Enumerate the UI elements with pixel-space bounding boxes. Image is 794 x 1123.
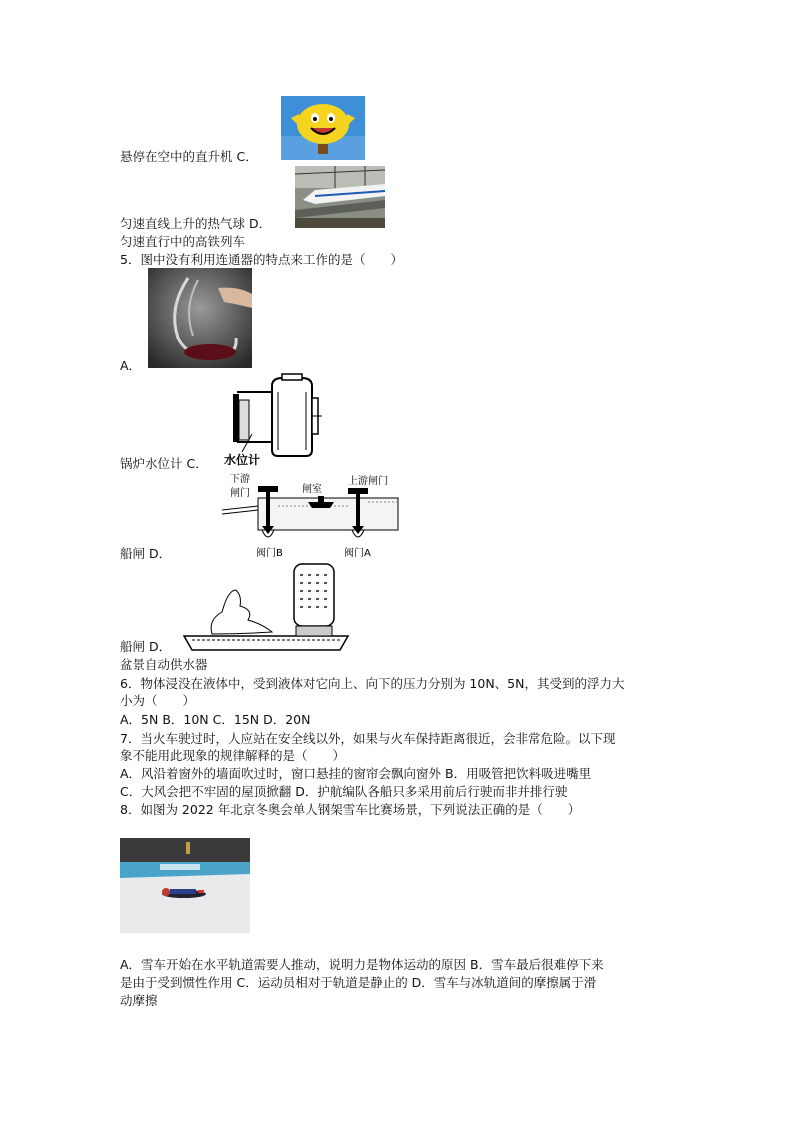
lock-chamber-label: 闸室: [302, 484, 322, 495]
boiler-gauge-label: 水位计: [224, 453, 261, 467]
q7-options-line2: C．大风会把不牢固的屋顶掀翻 D．护航编队各船只多采用前后行驶而非并排行驶: [120, 784, 568, 799]
q5-option-b-caption: 锅炉水位计 C．: [120, 456, 208, 471]
bonsai-water-dispenser-diagram: [182, 560, 352, 652]
q7-options-line1: A．风沿着窗外的墙面吹过时，窗口悬挂的窗帘会飘向窗外 B．用吸管把饮料吸进嘴里: [120, 766, 592, 781]
valve-a-label: 阀门A: [344, 548, 371, 559]
q4-option-b-caption: 悬停在空中的直升机 C．: [120, 149, 258, 164]
downstream-gate-label-1: 下游: [230, 474, 250, 485]
q4-option-c-caption: 匀速直线上升的热气球 D．: [120, 216, 272, 231]
wine-decanter-photo: [148, 268, 252, 368]
upstream-gate-label: 上游闸门: [348, 476, 388, 487]
q7-stem-line1: 7．当火车驶过时，人应站在安全线以外，如果与火车保持距离很近，会非常危险。以下现: [120, 731, 616, 746]
q7-stem-line2: 象不能用此现象的规律解释的是（ ）: [120, 748, 346, 763]
hot-air-balloon-photo: [281, 96, 365, 160]
downstream-gate-label-2: 闸门: [230, 488, 250, 499]
q5-option-d-marker: 船闸 D．: [120, 639, 172, 654]
q5-stem: 5．图中没有利用连通器的特点来工作的是（ ）: [120, 252, 403, 267]
q5-option-a-marker: A．: [120, 358, 142, 373]
q6-stem-line1: 6．物体浸没在液体中，受到液体对它向上、向下的压力分别为 10N、5N，其受到的浮力大: [120, 676, 625, 691]
q8-options-line1: A．雪车开始在水平轨道需要人推动，说明力是物体运动的原因 B．雪车最后很难停下来: [120, 957, 604, 972]
q8-stem: 8．如图为 2022 年北京冬奥会单人钢架雪车比赛场景，下列说法正确的是（ ）: [120, 802, 581, 817]
high-speed-train-photo: [295, 166, 385, 228]
q5-option-d-caption: 盆景自动供水器: [120, 657, 208, 672]
ship-lock-diagram: [222, 470, 400, 560]
boiler-water-gauge-diagram: [222, 372, 324, 468]
q6-stem-line2: 小为（ ）: [120, 693, 196, 708]
q5-option-c-caption: 船闸 D．: [120, 546, 172, 561]
q8-options-line2: 是由于受到惯性作用 C．运动员相对于轨道是静止的 D．雪车与冰轨道间的摩擦属于滑: [120, 975, 597, 990]
q6-options: A．5N B．10N C．15N D．20N: [120, 712, 311, 727]
q4-option-d-caption: 匀速直行中的高铁列车: [120, 234, 246, 249]
skeleton-race-photo: [120, 838, 250, 933]
valve-b-label: 阀门B: [256, 548, 283, 559]
q8-options-line3: 动摩擦: [120, 993, 158, 1008]
